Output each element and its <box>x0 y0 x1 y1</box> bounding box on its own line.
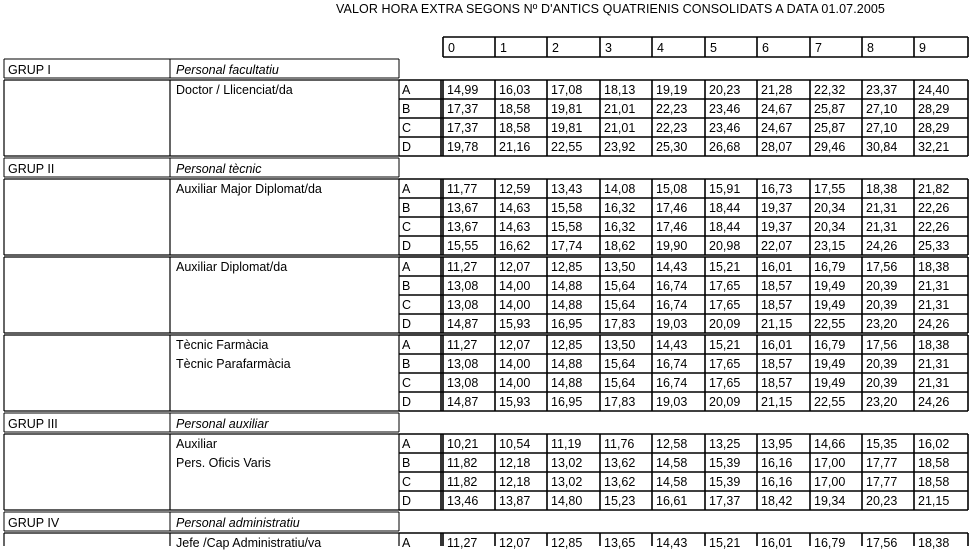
rate-cell: 18,57 <box>761 279 793 293</box>
rate-cell: 17,08 <box>551 83 583 97</box>
rate-cell: 16,32 <box>604 220 636 234</box>
rate-cell: 21,15 <box>918 494 950 508</box>
rate-cell: 21,31 <box>918 357 950 371</box>
group-name: GRUP IV <box>8 516 60 530</box>
rate-cell: 13,62 <box>604 475 636 489</box>
rate-cell: 18,38 <box>866 182 898 196</box>
rate-cell: 16,95 <box>551 317 583 331</box>
rate-cell: 16,79 <box>814 260 846 274</box>
rate-cell: 26,68 <box>709 140 741 154</box>
rate-cell: 15,64 <box>604 357 636 371</box>
rate-cell: 16,74 <box>656 279 688 293</box>
rate-cell: 24,67 <box>761 102 793 116</box>
rate-cell: 20,23 <box>709 83 741 97</box>
rate-cell: 22,23 <box>656 121 688 135</box>
level-label: B <box>402 201 411 215</box>
level-label: A <box>402 437 411 451</box>
rate-cell: 23,15 <box>814 239 846 253</box>
rate-cell: 12,18 <box>499 475 531 489</box>
rate-cell: 21,01 <box>604 102 636 116</box>
rate-cell: 20,39 <box>866 298 898 312</box>
rate-cell: 17,77 <box>866 456 898 470</box>
rate-cell: 15,21 <box>709 260 741 274</box>
rate-cell: 24,26 <box>866 239 898 253</box>
position-label: Doctor / Llicenciat/da <box>176 83 293 97</box>
rate-cell: 17,55 <box>814 182 846 196</box>
level-label: C <box>402 475 412 489</box>
rate-cell: 21,31 <box>918 279 950 293</box>
rate-cell: 23,46 <box>709 102 741 116</box>
rate-cell: 14,88 <box>551 376 583 390</box>
level-label: C <box>402 376 412 390</box>
rate-cell: 17,65 <box>709 298 741 312</box>
rate-cell: 18,38 <box>918 338 950 352</box>
rate-cell: 10,21 <box>447 437 479 451</box>
column-header-9: 9 <box>919 41 926 55</box>
rate-cell: 13,08 <box>447 376 479 390</box>
rate-cell: 27,10 <box>866 102 898 116</box>
rate-cell: 18,57 <box>761 357 793 371</box>
position-label: Tècnic Farmàcia <box>176 338 269 352</box>
rate-cell: 11,76 <box>604 437 635 451</box>
rate-cell: 19,90 <box>656 239 688 253</box>
rate-cell: 20,39 <box>866 376 898 390</box>
rate-cell: 15,58 <box>551 220 583 234</box>
position-label: Auxiliar Diplomat/da <box>176 260 288 274</box>
rate-cell: 17,00 <box>814 475 846 489</box>
rate-cell: 19,19 <box>656 83 688 97</box>
rate-cell: 24,40 <box>918 83 950 97</box>
rate-cell: 17,46 <box>656 201 688 215</box>
rate-cell: 17,83 <box>604 317 636 331</box>
rate-cell: 22,55 <box>814 395 846 409</box>
position-label: Auxiliar Major Diplomat/da <box>176 182 322 196</box>
rate-cell: 25,87 <box>814 121 846 135</box>
rate-cell: 22,26 <box>918 220 950 234</box>
rate-cell: 20,39 <box>866 357 898 371</box>
rate-cell: 20,23 <box>866 494 898 508</box>
rate-cell: 14,87 <box>447 395 479 409</box>
rate-cell: 15,23 <box>604 494 636 508</box>
rate-cell: 12,18 <box>499 456 531 470</box>
rate-cell: 12,07 <box>499 260 531 274</box>
rate-cell: 10,54 <box>499 437 531 451</box>
rate-cell: 11,27 <box>447 536 478 550</box>
rate-cell: 14,88 <box>551 298 583 312</box>
rate-cell: 13,50 <box>604 338 636 352</box>
rate-cell: 12,07 <box>499 536 531 550</box>
rate-cell: 17,37 <box>447 121 479 135</box>
rate-cell: 13,62 <box>604 456 636 470</box>
rate-cell: 25,30 <box>656 140 688 154</box>
rate-cell: 12,85 <box>551 536 583 550</box>
rate-cell: 14,87 <box>447 317 479 331</box>
level-label: D <box>402 140 412 154</box>
rate-cell: 17,83 <box>604 395 636 409</box>
column-header-0: 0 <box>448 41 455 55</box>
rate-cell: 15,55 <box>447 239 479 253</box>
rate-cell: 19,49 <box>814 279 846 293</box>
rate-cell: 14,58 <box>656 475 688 489</box>
rate-cell: 19,37 <box>761 201 793 215</box>
column-header-8: 8 <box>867 41 874 55</box>
rate-cell: 12,59 <box>499 182 531 196</box>
rate-cell: 16,01 <box>761 260 793 274</box>
rate-cell: 11,27 <box>447 260 478 274</box>
column-header-5: 5 <box>710 41 717 55</box>
rate-cell: 13,50 <box>604 260 636 274</box>
level-label: B <box>402 102 411 116</box>
rate-cell: 16,61 <box>656 494 688 508</box>
rate-cell: 15,39 <box>709 475 741 489</box>
rate-cell: 11,82 <box>447 475 478 489</box>
level-label: A <box>402 536 411 550</box>
level-label: D <box>402 239 412 253</box>
rate-cell: 13,43 <box>551 182 583 196</box>
rate-cell: 21,82 <box>918 182 950 196</box>
rate-cell: 13,67 <box>447 201 479 215</box>
rate-cell: 20,98 <box>709 239 741 253</box>
rate-cell: 16,79 <box>814 536 846 550</box>
group-category: Personal facultatiu <box>176 63 279 77</box>
rate-cell: 23,37 <box>866 83 898 97</box>
rate-cell: 17,65 <box>709 357 741 371</box>
rate-cell: 17,65 <box>709 376 741 390</box>
level-label: A <box>402 182 411 196</box>
group-category: Personal tècnic <box>176 162 262 176</box>
rate-cell: 13,65 <box>604 536 636 550</box>
rate-cell: 21,31 <box>866 220 898 234</box>
level-label: A <box>402 338 411 352</box>
level-label: A <box>402 260 411 274</box>
rate-cell: 14,00 <box>499 298 531 312</box>
rate-cell: 13,67 <box>447 220 479 234</box>
rate-cell: 18,58 <box>499 102 531 116</box>
rate-cell: 14,43 <box>656 260 688 274</box>
rate-cell: 15,64 <box>604 298 636 312</box>
rate-cell: 21,31 <box>918 376 950 390</box>
rate-cell: 17,65 <box>709 279 741 293</box>
page-title: VALOR HORA EXTRA SEGONS Nº D'ANTICS QUATRIENIS CONSOLIDATS A DATA 01.07.2005 <box>336 2 885 16</box>
rate-cell: 17,56 <box>866 260 898 274</box>
position-label: Pers. Oficis Varis <box>176 456 271 470</box>
rate-cell: 14,08 <box>604 182 636 196</box>
rate-cell: 19,49 <box>814 376 846 390</box>
rate-cell: 19,37 <box>761 220 793 234</box>
rate-cell: 14,00 <box>499 376 531 390</box>
rate-cell: 15,91 <box>709 182 741 196</box>
rate-cell: 13,08 <box>447 357 479 371</box>
rate-cell: 19,49 <box>814 357 846 371</box>
rate-cell: 21,16 <box>499 140 531 154</box>
rate-cell: 16,74 <box>656 298 688 312</box>
rate-cell: 18,42 <box>761 494 793 508</box>
column-header-1: 1 <box>500 41 507 55</box>
rate-cell: 28,29 <box>918 121 950 135</box>
rate-cell: 22,55 <box>551 140 583 154</box>
rate-cell: 15,93 <box>499 317 531 331</box>
rate-cell: 21,15 <box>761 395 793 409</box>
rate-cell: 16,95 <box>551 395 583 409</box>
position-label: Jefe /Cap Administratiu/va <box>176 536 322 550</box>
rate-cell: 18,44 <box>709 220 741 234</box>
rate-cell: 15,64 <box>604 376 636 390</box>
rate-cell: 28,07 <box>761 140 793 154</box>
rate-cell: 21,31 <box>918 298 950 312</box>
rate-cell: 16,74 <box>656 376 688 390</box>
level-label: C <box>402 121 412 135</box>
rate-cell: 11,77 <box>447 182 478 196</box>
group-name: GRUP II <box>8 162 55 176</box>
rate-cell: 12,58 <box>656 437 688 451</box>
rate-cell: 23,20 <box>866 317 898 331</box>
rate-cell: 18,44 <box>709 201 741 215</box>
rate-cell: 23,92 <box>604 140 636 154</box>
rate-cell: 14,00 <box>499 357 531 371</box>
rate-cell: 20,34 <box>814 201 846 215</box>
level-label: C <box>402 298 412 312</box>
rate-cell: 20,09 <box>709 317 741 331</box>
rate-cell: 11,19 <box>551 437 582 451</box>
position-label: Auxiliar <box>176 437 217 451</box>
level-label: C <box>402 220 412 234</box>
rate-cell: 17,77 <box>866 475 898 489</box>
rate-cell: 17,56 <box>866 338 898 352</box>
rate-cell: 15,21 <box>709 536 741 550</box>
rate-cell: 18,38 <box>918 536 950 550</box>
level-label: D <box>402 395 412 409</box>
rate-cell: 20,09 <box>709 395 741 409</box>
rate-cell: 19,78 <box>447 140 479 154</box>
rate-cell: 15,58 <box>551 201 583 215</box>
rate-cell: 12,85 <box>551 338 583 352</box>
rate-cell: 18,57 <box>761 376 793 390</box>
rate-cell: 14,63 <box>499 220 531 234</box>
level-label: A <box>402 83 411 97</box>
rate-cell: 16,62 <box>499 239 531 253</box>
rate-cell: 15,21 <box>709 338 741 352</box>
group-category: Personal auxiliar <box>176 417 269 431</box>
rate-cell: 24,26 <box>918 395 950 409</box>
position-label: Tècnic Parafarmàcia <box>176 357 291 371</box>
level-label: B <box>402 456 411 470</box>
rate-cell: 13,02 <box>551 475 583 489</box>
rate-cell: 14,43 <box>656 536 688 550</box>
rate-cell: 16,01 <box>761 536 793 550</box>
level-label: D <box>402 317 412 331</box>
rate-cell: 16,32 <box>604 201 636 215</box>
rate-cell: 16,02 <box>918 437 950 451</box>
rate-cell: 15,64 <box>604 279 636 293</box>
rate-cell: 14,00 <box>499 279 531 293</box>
rate-cell: 22,07 <box>761 239 793 253</box>
rate-cell: 24,26 <box>918 317 950 331</box>
rate-cell: 11,27 <box>447 338 478 352</box>
rate-cell: 17,37 <box>709 494 741 508</box>
rate-cell: 13,08 <box>447 279 479 293</box>
rate-cell: 16,01 <box>761 338 793 352</box>
rate-cell: 27,10 <box>866 121 898 135</box>
rate-cell: 22,23 <box>656 102 688 116</box>
rate-cell: 19,49 <box>814 298 846 312</box>
rate-cell: 22,55 <box>814 317 846 331</box>
rate-cell: 14,99 <box>447 83 479 97</box>
rate-cell: 15,93 <box>499 395 531 409</box>
rate-cell: 22,32 <box>814 83 846 97</box>
rate-cell: 21,15 <box>761 317 793 331</box>
rate-cell: 19,03 <box>656 395 688 409</box>
rate-cell: 14,43 <box>656 338 688 352</box>
rate-cell: 18,13 <box>604 83 636 97</box>
rate-cell: 17,00 <box>814 456 846 470</box>
rate-cell: 19,81 <box>551 102 583 116</box>
rate-cell: 15,39 <box>709 456 741 470</box>
rate-cell: 15,08 <box>656 182 688 196</box>
rate-cell: 17,56 <box>866 536 898 550</box>
rate-cell: 16,79 <box>814 338 846 352</box>
rate-cell: 19,81 <box>551 121 583 135</box>
rate-cell: 18,38 <box>918 260 950 274</box>
rate-cell: 18,62 <box>604 239 636 253</box>
rate-cell: 14,88 <box>551 357 583 371</box>
rate-cell: 25,87 <box>814 102 846 116</box>
rate-cell: 12,85 <box>551 260 583 274</box>
rate-cell: 17,37 <box>447 102 479 116</box>
rate-cell: 24,67 <box>761 121 793 135</box>
rate-cell: 29,46 <box>814 140 846 154</box>
rate-cell: 13,95 <box>761 437 793 451</box>
rate-cell: 18,58 <box>918 475 950 489</box>
rate-cell: 18,58 <box>918 456 950 470</box>
rate-cell: 18,58 <box>499 121 531 135</box>
rate-cell: 14,63 <box>499 201 531 215</box>
group-name: GRUP I <box>8 63 51 77</box>
rate-cell: 32,21 <box>918 140 950 154</box>
rate-cell: 17,74 <box>551 239 583 253</box>
rate-cell: 13,08 <box>447 298 479 312</box>
rate-cell: 14,80 <box>551 494 583 508</box>
rate-cell: 23,46 <box>709 121 741 135</box>
rate-cell: 18,57 <box>761 298 793 312</box>
rate-cell: 30,84 <box>866 140 898 154</box>
rate-cell: 21,28 <box>761 83 793 97</box>
rate-cell: 21,01 <box>604 121 636 135</box>
column-header-7: 7 <box>815 41 822 55</box>
rate-cell: 20,34 <box>814 220 846 234</box>
level-label: B <box>402 279 411 293</box>
rate-cell: 15,35 <box>866 437 898 451</box>
rate-cell: 19,34 <box>814 494 846 508</box>
rate-cell: 22,26 <box>918 201 950 215</box>
rate-cell: 19,03 <box>656 317 688 331</box>
rate-cell: 11,82 <box>447 456 478 470</box>
rate-cell: 20,39 <box>866 279 898 293</box>
group-name: GRUP III <box>8 417 58 431</box>
rate-cell: 25,33 <box>918 239 950 253</box>
level-label: B <box>402 357 411 371</box>
rate-cell: 12,07 <box>499 338 531 352</box>
rate-cell: 16,16 <box>761 475 793 489</box>
rate-cell: 13,87 <box>499 494 531 508</box>
rate-cell: 14,88 <box>551 279 583 293</box>
rate-cell: 13,46 <box>447 494 479 508</box>
rate-cell: 13,25 <box>709 437 741 451</box>
rate-cell: 16,73 <box>761 182 793 196</box>
group-category: Personal administratiu <box>176 516 300 530</box>
column-header-6: 6 <box>762 41 769 55</box>
rate-cell: 13,02 <box>551 456 583 470</box>
rate-cell: 14,66 <box>814 437 846 451</box>
rate-cell: 14,58 <box>656 456 688 470</box>
rate-cell: 16,16 <box>761 456 793 470</box>
rate-cell: 16,74 <box>656 357 688 371</box>
rate-cell: 16,03 <box>499 83 531 97</box>
column-header-2: 2 <box>552 41 559 55</box>
column-header-3: 3 <box>605 41 612 55</box>
rate-cell: 28,29 <box>918 102 950 116</box>
column-header-4: 4 <box>657 41 664 55</box>
rate-cell: 17,46 <box>656 220 688 234</box>
level-label: D <box>402 494 412 508</box>
rate-cell: 23,20 <box>866 395 898 409</box>
rate-cell: 21,31 <box>866 201 898 215</box>
